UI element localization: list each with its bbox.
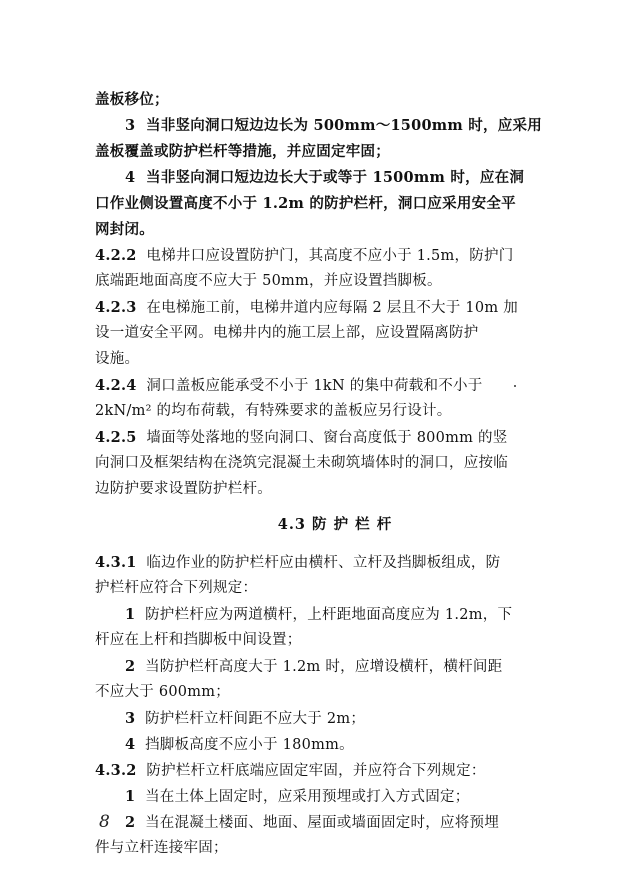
list-item	[95, 656, 575, 677]
clause-4-2-4	[95, 375, 575, 396]
list-item	[95, 786, 575, 807]
list-item	[95, 734, 575, 755]
clause-number: 4.3.1	[95, 554, 137, 571]
clause-continuation: 2kN/m² 的均布荷载，有特殊要求的盖板应另行设计。	[95, 403, 452, 419]
clause-number: 4.2.3	[95, 299, 137, 316]
clause-continuation: 护栏杆应符合下列规定：	[95, 580, 258, 596]
item-text: 当非竖向洞口短边边长大于或等于 1500mm 时，应在洞	[145, 169, 525, 186]
clause-number: 4.3.2	[95, 762, 137, 779]
item-text: 挡脚板高度不应小于 180mm。	[145, 737, 354, 753]
item-number: 2	[125, 658, 136, 675]
clause-continuation: 设一道安全平网。电梯井内的施工层上部，应设置隔离防护	[95, 325, 479, 341]
clause-continuation: 设施。	[95, 351, 140, 367]
item-text: 防护栏杆立杆间距不应大于 2m；	[145, 711, 366, 727]
clause-text: 墙面等处落地的竖向洞口、窗台高度低于 800mm 的竖	[146, 430, 508, 446]
clause-text: 在电梯施工前，电梯井道内应每隔 2 层且不大于 10m 加	[146, 300, 518, 316]
list-item	[95, 167, 575, 188]
item-number: 1	[125, 606, 136, 623]
list-item	[95, 708, 575, 729]
section-heading: 4.3 防 护 栏 杆	[277, 516, 393, 533]
item-text: 当防护栏杆高度大于 1.2m 时，应增设横杆，横杆间距	[145, 659, 503, 675]
item-continuation: 盖板覆盖或防护栏杆等措施，并应固定牢固；	[95, 143, 390, 160]
clause-4-3-2	[95, 760, 575, 781]
clause-text: 临边作业的防护栏杆应由横杆、立杆及挡脚板组成，防	[146, 555, 501, 571]
clause-text: 洞口盖板应能承受不小于 1kN 的集中荷载和不小于	[146, 378, 483, 394]
item-text: 当在土体上固定时，应采用预埋或打入方式固定；	[145, 789, 470, 805]
clause-number: 4.2.5	[95, 429, 137, 446]
item-text: 防护栏杆应为两道横杆，上杆距地面高度应为 1.2m，下	[145, 607, 513, 623]
page-number: 8	[99, 812, 110, 832]
clause-number: 4.2.4	[95, 377, 137, 394]
clause-text: 电梯井口应设置防护门，其高度不应小于 1.5m，防护门	[146, 248, 514, 264]
list-item	[95, 812, 575, 833]
document-body	[95, 89, 575, 864]
item-text: 当非竖向洞口短边边长为 500mm～1500mm 时，应采用	[145, 117, 543, 134]
list-item	[95, 604, 575, 625]
clause-number: 4.2.2	[95, 247, 137, 264]
item-continuation: 件与立杆连接牢固；	[95, 840, 228, 856]
item-continuation: 杆应在上杆和挡脚板中间设置；	[95, 632, 302, 648]
item-text: 当在混凝土楼面、地面、屋面或墙面固定时，应将预埋	[145, 815, 500, 831]
clause-continuation: 底端距地面高度不应大于 50mm，并应设置挡脚板。	[95, 273, 442, 289]
item-continuation: 不应大于 600mm；	[95, 684, 231, 700]
clause-continuation: 向洞口及框架结构在浇筑完混凝土未砌筑墙体时的洞口，应按临	[95, 455, 508, 471]
clause-4-2-2	[95, 245, 575, 266]
item-continuation: 网封闭。	[95, 221, 154, 238]
clause-text: 防护栏杆立杆底端应固定牢固，并应符合下列规定：	[146, 763, 486, 779]
clause-4-2-5	[95, 427, 575, 448]
list-item	[95, 115, 575, 136]
item-number: 4	[125, 169, 136, 186]
item-number: 1	[125, 788, 136, 805]
item-number: 4	[125, 736, 136, 753]
clause-4-3-1	[95, 552, 575, 573]
item-continuation: 口作业侧设置高度不小于 1.2m 的防护栏杆，洞口应采用安全平	[95, 195, 516, 212]
item-number: 3	[125, 117, 136, 134]
clause-continuation: 边防护要求设置防护栏杆。	[95, 481, 272, 497]
carryover-line: 盖板移位；	[95, 91, 169, 108]
scan-dot	[514, 385, 516, 387]
clause-4-2-3	[95, 297, 575, 318]
item-number: 3	[125, 710, 136, 727]
item-number: 2	[125, 814, 136, 831]
